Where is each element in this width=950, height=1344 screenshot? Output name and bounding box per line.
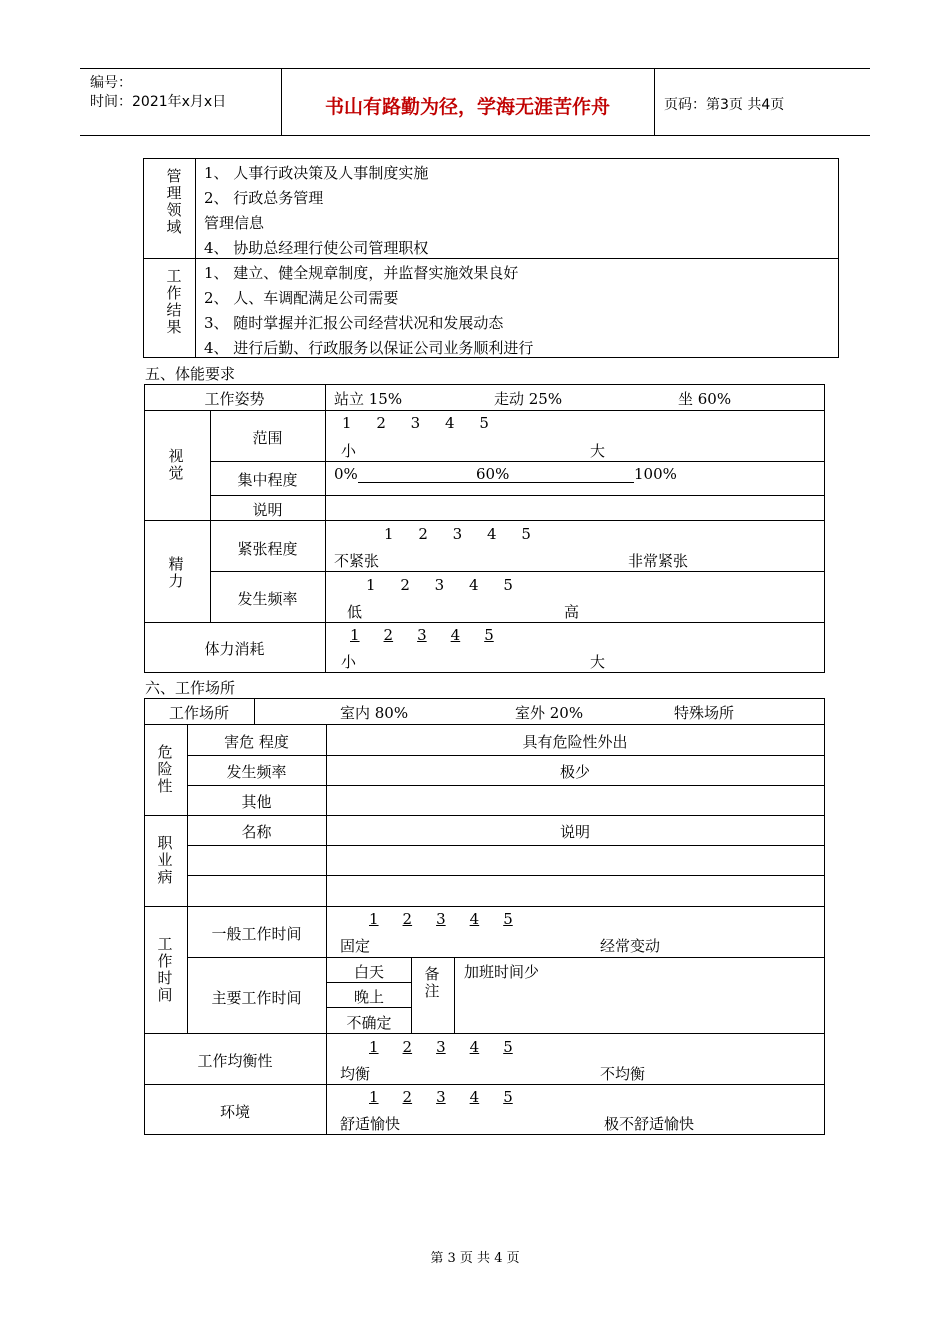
uncomfortable-label: 极不舒适愉快 [604,1115,695,1133]
day-label: 白天 [353,963,384,981]
indoor-value: 室内 80% [340,704,409,722]
scale-3: 3 [436,1088,446,1106]
tension-low: 不紧张 [334,552,380,570]
scale-5: 5 [479,414,489,432]
scale-2: 2 [418,525,428,543]
fixed-label: 固定 [340,937,371,955]
scale-1: 1 [369,910,379,928]
freq-label: 发生频率 [237,590,298,608]
scale-4: 4 [469,1088,480,1106]
scale-4: 4 [468,576,479,594]
general-time-label: 一般工作时间 [211,925,302,943]
env-label: 环境 [219,1103,250,1121]
scale-3: 3 [436,910,446,928]
scale-4: 4 [469,910,480,928]
scale-5: 5 [503,910,513,928]
scale-4: 4 [444,414,455,432]
freq-scale [366,576,513,594]
special-place: 特殊场所 [674,704,735,722]
disease-label: 职 业 病 [157,834,173,886]
scale-3: 3 [417,626,427,644]
occur-label: 发生频率 [226,763,287,781]
scale-1: 1 [384,525,394,543]
footer-page-number: 第 3 页 共 4 页 [430,1251,520,1266]
scale-5: 5 [503,1088,513,1106]
danger-label: 危 险 性 [157,743,173,795]
comfortable-label: 舒适愉快 [340,1115,401,1133]
time-label: 工 作 时 间 [157,935,173,1004]
focus-60: 60% [476,465,510,483]
scale-1: 1 [350,626,360,644]
disease-name-label: 名称 [241,823,272,841]
harm-label: 害危 程度 [224,733,289,751]
document-code-label: 编号： [90,75,132,91]
balance-label: 工作均衡性 [197,1052,273,1070]
scale-2: 2 [402,1088,413,1106]
scale-5: 5 [503,576,513,594]
unbalanced-label: 不均衡 [600,1065,646,1083]
freq-high: 高 [564,603,580,621]
management-item: 1、 人事行政决策及人事制度实施 [204,164,429,182]
page-number-label: 页码：第3页 共4页 [664,97,785,113]
vision-label: 视 觉 [168,447,184,482]
tension-label: 紧张程度 [237,540,298,558]
range-large: 大 [590,442,606,460]
scale-2: 2 [400,576,410,594]
scale-1: 1 [369,1038,379,1056]
motto-title: 书山有路勤为径，学海无涯苦作舟 [324,96,610,118]
scale-2: 2 [376,414,386,432]
results-label: 工 作 结 果 [166,267,182,336]
results-item: 2、 人、车调配满足公司需要 [204,289,399,307]
night-label: 晚上 [353,988,384,1006]
section6-title: 六、工作场所 [145,679,236,697]
other-label: 其他 [241,793,272,811]
scale-2: 2 [402,1038,413,1056]
posture-label: 工作姿势 [204,390,265,408]
document-date-label: 时间：2021年x月x日 [90,94,227,110]
note-label: 说明 [252,501,283,519]
section5-title: 五、体能要求 [145,365,236,383]
occur-value: 极少 [559,763,590,781]
management-item: 4、 协助总经理行使公司管理职权 [204,239,429,257]
energy-label: 精 力 [168,555,184,590]
scale-4: 4 [486,525,497,543]
tension-scale [384,525,531,543]
scale-5: 5 [484,626,494,644]
range-small: 小 [341,442,357,460]
posture-walk: 走动 25% [494,390,563,408]
scale-5: 5 [521,525,531,543]
place-label: 工作场所 [168,704,229,722]
remark-value: 加班时间少 [464,963,540,981]
tension-high: 非常紧张 [628,552,689,570]
scale-5: 5 [503,1038,513,1056]
strength-large: 大 [590,653,606,671]
scale-2: 2 [402,910,413,928]
focus-0: 0% [334,465,358,483]
focus-label: 集中程度 [237,471,298,489]
scale-3: 3 [410,414,421,432]
strength-scale [350,626,494,644]
scale-4: 4 [469,1038,480,1056]
posture-stand: 站立 15% [334,390,403,408]
scale-1: 1 [369,1088,379,1106]
posture-sit: 坐 60% [678,390,732,408]
results-item: 1、 建立、健全规章制度，并监督实施效果良好 [204,264,519,282]
remark-label: 备 注 [424,965,440,1000]
strength-label: 体力消耗 [204,640,265,658]
main-time-label: 主要工作时间 [211,989,302,1007]
range-scale [342,414,489,432]
strength-small: 小 [341,653,357,671]
disease-desc-label: 说明 [559,823,590,841]
results-item: 4、 进行后勤、行政服务以保证公司业务顺利进行 [204,339,534,357]
scale-1: 1 [342,414,352,432]
range-label: 范围 [252,429,283,447]
often-change-label: 经常变动 [600,937,661,955]
management-item: 管理信息 [204,214,265,232]
scale-3: 3 [434,576,445,594]
scale-1: 1 [366,576,376,594]
freq-low: 低 [347,603,363,621]
env-scale [369,1088,513,1106]
management-item: 2、 行政总务管理 [204,189,324,207]
uncertain-label: 不确定 [346,1014,392,1032]
harm-value: 具有危险性外出 [522,733,628,751]
management-label: 管 理 领 域 [166,167,182,236]
scale-3: 3 [436,1038,446,1056]
balance-scale [369,1038,513,1056]
focus-100: 100% [634,465,677,483]
balanced-label: 均衡 [340,1065,371,1083]
general-time-scale [369,910,513,928]
outdoor-value: 室外 20% [515,704,584,722]
scale-4: 4 [450,626,461,644]
results-item: 3、 随时掌握并汇报公司经营状况和发展动态 [204,314,504,332]
scale-3: 3 [452,525,463,543]
scale-2: 2 [383,626,394,644]
